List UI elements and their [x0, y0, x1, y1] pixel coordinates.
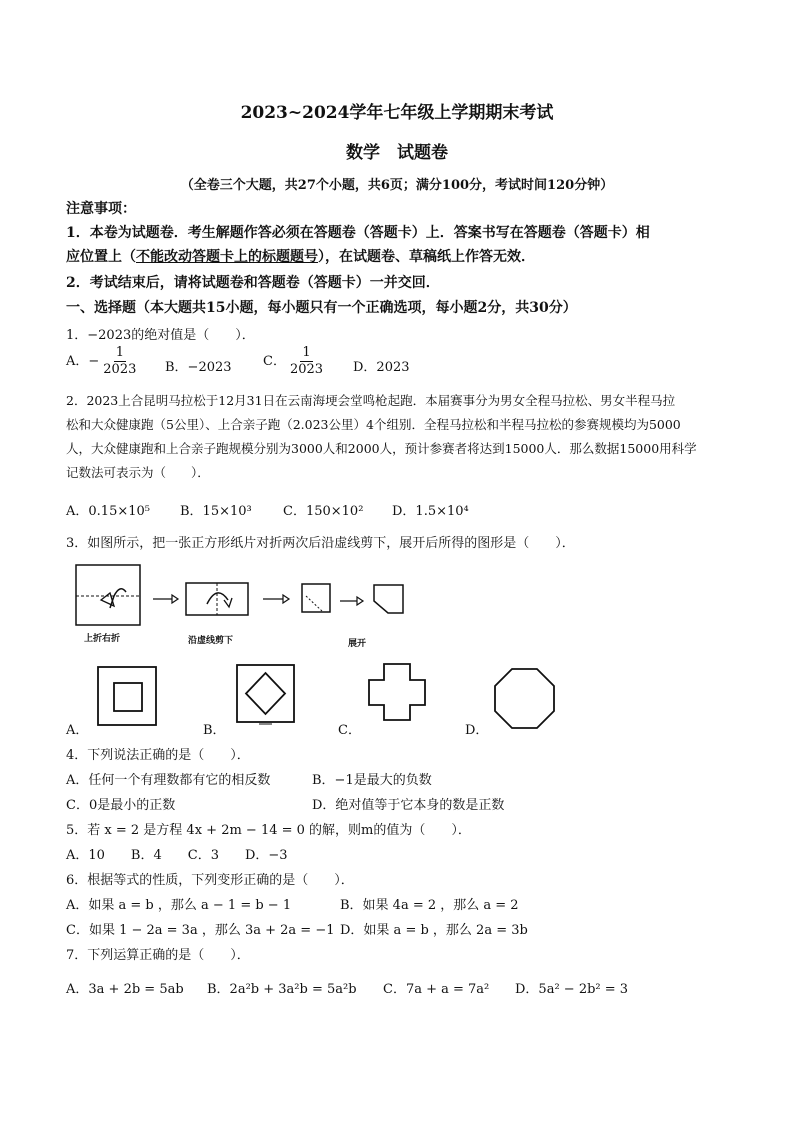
q7-option-d: D．5a² − 2b² = 3 [515, 982, 629, 997]
q2-option-c: C．150×10² [283, 504, 364, 519]
q4-option-b: B．−1是最大的负数 [312, 773, 432, 788]
q2-option-b: B．15×10³ [180, 504, 252, 519]
q3-option-a: A． [66, 723, 89, 738]
q2-line3: 人，大众健康跑和上合亲子跑规模分别为3000人和2000人，预计参赛者将达到15000人．那么数据15000用科学 [66, 441, 697, 456]
q6-option-d: D．如果 a = b ，那么 2a = 3b [340, 923, 528, 938]
notice-item1-line2: 应位置上（不能改动答题卡上的标题题号），在试题卷、草稿纸上作答无效． [66, 249, 535, 265]
q4-option-a: A．任何一个有理数都有它的相反数 [66, 773, 271, 788]
q3-fig-label1: 上折右折 [84, 634, 121, 644]
q3-fig-label3: 展开 [348, 639, 367, 649]
q7-option-a: A．3a + 2b = 5ab [66, 982, 184, 997]
q5-options: A．10 B．4 C．3 D．−3 [66, 848, 288, 863]
q6-option-b: B．如果 4a = 2 ，那么 a = 2 [340, 898, 519, 913]
q3-option-c: C． [338, 723, 361, 738]
q3-stem: 3．如图所示，把一张正方形纸片对折两次后沿虚线剪下，展开后所得的图形是（ ）． [66, 536, 575, 551]
q6-stem: 6．根据等式的性质，下列变形正确的是（ ）． [66, 873, 354, 888]
q7-stem: 7．下列运算正确的是（ ）． [66, 948, 250, 963]
notice-item2: 2．考试结束后，请将试题卷和答题卷（答题卡）一并交回． [66, 275, 440, 291]
q1-stem: 1．−2023的绝对值是（ ）． [66, 328, 255, 343]
exam-info: （全卷三个大题，共27个小题，共6页；满分100分，考试时间120分钟） [180, 178, 614, 193]
q6-option-c: C．如果 1 − 2a = 3a ，那么 3a + 2a = −1 [66, 923, 335, 938]
q2-option-a: A．0.15×10⁵ [66, 504, 150, 519]
q5-stem: 5．若 x = 2 是方程 4x + 2m − 14 = 0 的解，则m的值为（ ）． [66, 823, 471, 838]
q1-option-c: C． $\frac{1}{2023}$ [263, 345, 324, 377]
notice-item1-line1: 1．本卷为试题卷．考生解题作答必须在答题卷（答题卡）上．答案书写在答题卷（答题卡）相 [66, 225, 650, 241]
q2-line4: 记数法可表示为（ ）． [66, 465, 210, 480]
q2-option-d: D．1.5×10⁴ [392, 504, 469, 519]
q7-option-c: C．7a + a = 7a² [383, 982, 490, 997]
q1-option-a: A．− $\frac{1}{2023}$ [66, 345, 137, 377]
exam-subtitle: 数学 试题卷 [346, 143, 448, 163]
q4-stem: 4．下列说法正确的是（ ）． [66, 748, 250, 763]
notice-heading: 注意事项： [66, 201, 136, 217]
q4-option-c: C．0是最小的正数 [66, 798, 176, 813]
notice-underline: 不能改动答题卡上的标题题号 [136, 249, 318, 265]
q7-option-b: B．2a²b + 3a²b = 5a²b [207, 982, 357, 997]
q4-option-d: D．绝对值等于它本身的数是正数 [312, 798, 505, 813]
q3-option-d: D． [465, 723, 489, 738]
q6-option-a: A．如果 a = b ，那么 a − 1 = b − 1 [66, 898, 292, 913]
exam-title: 2023~2024学年七年级上学期期末考试 [240, 103, 554, 123]
q3-fig-label2: 沿虚线剪下 [188, 636, 234, 646]
q2-line2: 松和大众健康跑（5公里）、上合亲子跑（2.023公里）4个组别．全程马拉松和半程马拉松的参赛规模均为5000 [66, 417, 681, 432]
q1-a-fraction: $\frac{1}{2023}$ [103, 345, 137, 377]
section1-heading: 一、选择题（本大题共15小题，每小题只有一个正确选项，每小题2分，共30分） [66, 300, 577, 316]
q1-c-fraction: $\frac{1}{2023}$ [289, 345, 324, 377]
q1-option-d: D．2023 [353, 360, 410, 375]
q3-option-b: B． [203, 723, 226, 738]
q2-line1: 2．2023上合昆明马拉松于12月31日在云南海埂会堂鸣枪起跑．本届赛事分为男女全程马拉松、男女半程马拉 [66, 393, 676, 408]
q1-option-b: B．−2023 [165, 360, 232, 375]
